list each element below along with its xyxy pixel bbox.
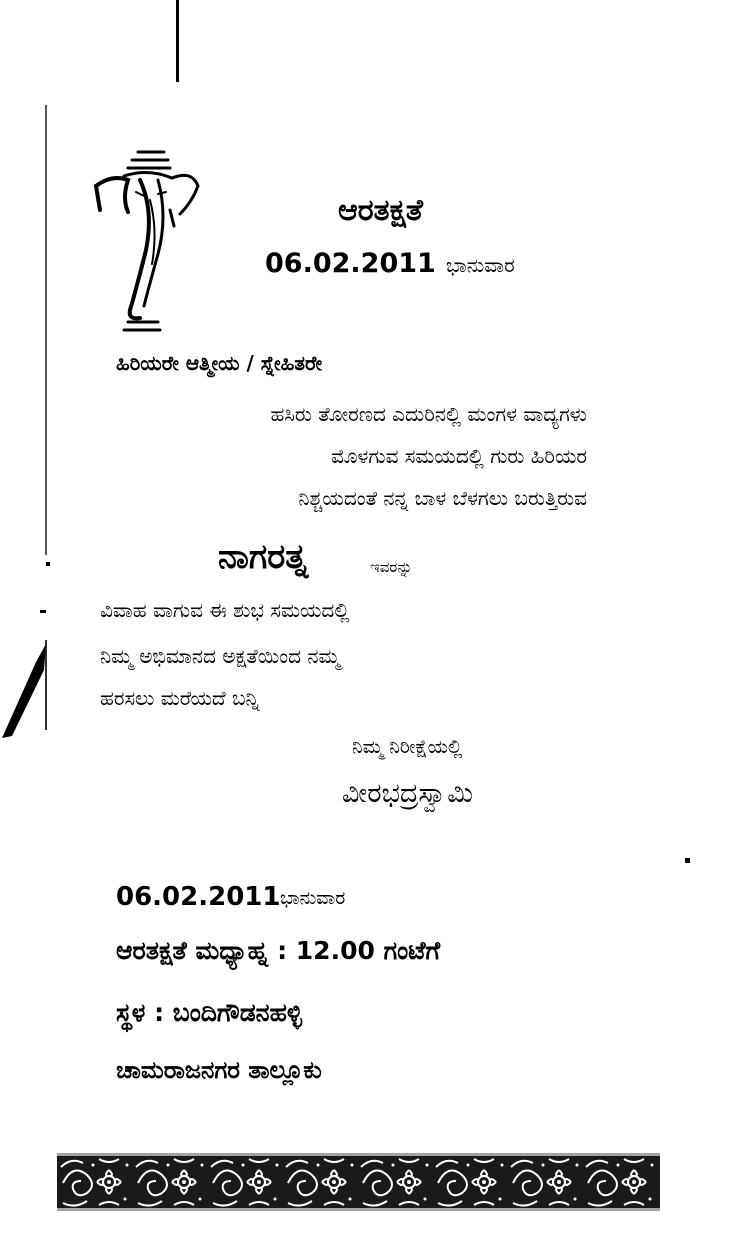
floral-border-pattern	[57, 1153, 660, 1211]
event-venue: ಸ್ಥಳ : ಬಂದಿಗೌಡನಹಳ್ಳಿ	[116, 998, 303, 1027]
blessing-line: ವಿವಾಹ ವಾಗುವ ಈ ಶುಭ ಸಮಯದಲ್ಲಿ	[100, 598, 350, 622]
floral-border	[57, 1153, 660, 1211]
event-time: ಆರತಕ್ಷತೆ ಮಧ್ಯಾಹ್ನ : 12.00 ಗಂಟೆಗೆ	[116, 936, 441, 965]
scan-artifact-stroke	[0, 640, 50, 740]
expectation-text: ನಿಮ್ಮ ನಿರೀಕ್ಷೆಯಲ್ಲಿ	[352, 736, 463, 758]
bride-suffix: ಇವರನ್ನು	[370, 558, 413, 576]
ganesha-icon	[88, 140, 206, 340]
blessing-line: ಹರಸಲು ಮರೆಯದೆ ಬನ್ನಿ	[100, 686, 260, 710]
scan-artifact-left	[45, 105, 47, 555]
greeting: ಹಿರಿಯರೇ ಆತ್ಮೀಯ / ಸ್ನೇಹಿತರೇ	[116, 351, 323, 375]
blessing-line: ನಿಮ್ಮ ಅಭಿಮಾನದ ಅಕ್ಷತೆಯಿಂದ ನಮ್ಮ	[100, 644, 341, 668]
invitation-title: ಆರತಕ್ಷತೆ	[338, 193, 423, 228]
scan-speck	[40, 610, 46, 613]
scan-speck	[46, 562, 50, 566]
scan-artifact-top	[176, 0, 179, 82]
event-taluk: ಚಾಮರಾಜನಗರ ತಾಲ್ಲೂಕು	[116, 1056, 322, 1084]
invitation-day: ಭಾನುವಾರ	[446, 253, 515, 277]
bride-name: ನಾಗರತ್ನ	[218, 537, 308, 577]
invite-line: ನಿಶ್ಚಯದಂತೆ ನನ್ನ ಬಾಳ ಬೆಳಗಲು ಬರುತ್ತಿರುವ	[298, 486, 587, 510]
scan-speck	[685, 858, 690, 863]
invite-line: ಹಸಿರು ತೋರಣದ ಎದುರಿನಲ್ಲಿ ಮಂಗಳ ವಾದ್ಯಗಳು	[270, 402, 587, 426]
event-day: ಭಾನುವಾರ	[280, 887, 346, 909]
host-name: ವೀರಭದ್ರಸ್ವಾಮಿ	[342, 778, 474, 809]
event-date: 06.02.2011	[116, 882, 281, 912]
invitation-date: 06.02.2011	[265, 248, 436, 279]
invite-line: ಮೊಳಗುವ ಸಮಯದಲ್ಲಿ ಗುರು ಹಿರಿಯರ	[331, 444, 587, 468]
